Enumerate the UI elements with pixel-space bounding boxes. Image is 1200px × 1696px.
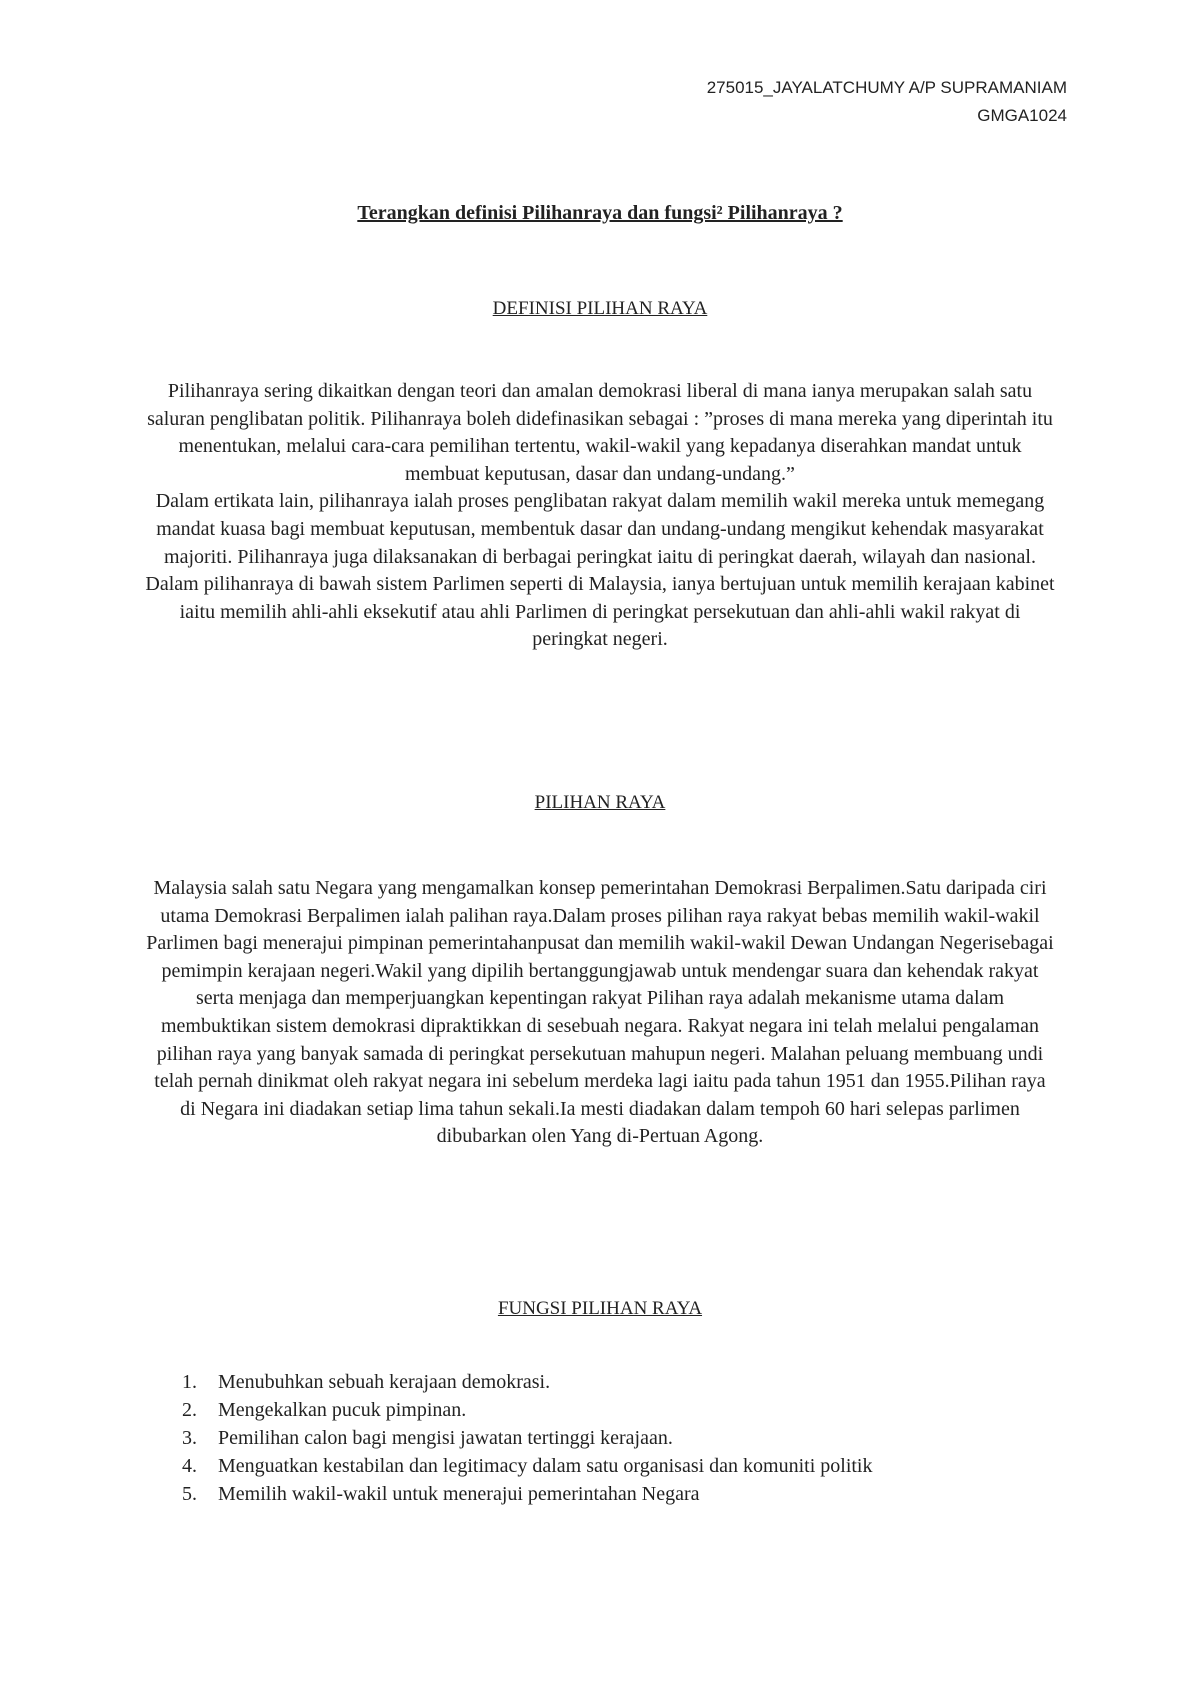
list-item-number: 1.	[182, 1371, 197, 1393]
list-item	[182, 1368, 873, 1396]
list-item-text: Menguatkan kestabilan dan legitimacy dalam satu organisasi dan komuniti politik	[218, 1455, 873, 1477]
list-item-text: Menubuhkan sebuah kerajaan demokrasi.	[218, 1371, 551, 1393]
document-header	[707, 74, 1067, 130]
list-item-number: 3.	[182, 1427, 197, 1449]
list-item-text: Pemilihan calon bagi mengisi jawatan tertinggi kerajaan.	[218, 1427, 673, 1449]
list-item-number: 5.	[182, 1483, 197, 1505]
course-code: GMGA1024	[977, 106, 1067, 125]
pilihan-raya-paragraph: Malaysia salah satu Negara yang mengamalkan konsep pemerintahan Demokrasi Berpalimen.Satu daripada ciri utama Demokrasi Berpalimen ialah palihan raya.Dalam proses pilihan raya rakyat bebas memilih wakil-wakil Parlimen bagi menerajui pimpinan pemerintahanpusat dan memilih wakil-wakil Dewan Undangan Negerisebagai pemimpin kerajaan negeri.Wakil yang dipilih bertanggungjawab untuk mendengar suara dan kehendak rakyat serta menjaga dan memperjuangkan kepentingan rakyat Pilihan raya adalah mekanisme utama dalam membuktikan sistem demokrasi dipraktikkan di sesebuah negara. Rakyat negara ini telah melalui pengalaman pilihan raya yang banyak samada di peringkat persekutuan mahupun negeri. Malahan peluang membuang undi telah pernah dinikmat oleh rakyat negara ini sebelum merdeka lagi iaitu pada tahun 1951 dan 1955.Pilihan raya di Negara ini diadakan setiap lima tahun sekali.Ia mesti diadakan dalam tempoh 60 hari selepas parlimen dibubarkan olen Yang di-Pertuan Agong.	[146, 877, 1054, 1148]
definition-text	[145, 378, 1055, 654]
list-item	[182, 1452, 873, 1480]
definition-paragraph: Dalam pilihanraya di bawah sistem Parlimen seperti di Malaysia, ianya bertujuan untuk memilih kerajaan kabinet iaitu memilih ahli-ahli eksekutif atau ahli Parlimen di peringkat persekutuan dan ahli-ahli wakil rakyat di peringkat negeri.	[145, 573, 1055, 651]
section-heading-fungsi: FUNGSI PILIHAN RAYA	[497, 1298, 703, 1319]
section-heading-pilihan-raya: PILIHAN RAYA	[534, 792, 666, 813]
list-item-number: 4.	[182, 1455, 197, 1477]
section-heading-definisi: DEFINISI PILIHAN RAYA	[492, 298, 708, 319]
document-title: Terangkan definisi Pilihanraya dan fungsi² Pilihanraya ?	[357, 202, 843, 224]
fungsi-list	[182, 1368, 873, 1508]
list-item	[182, 1424, 873, 1452]
pilihan-raya-text	[145, 875, 1055, 1151]
list-item-text: Mengekalkan pucuk pimpinan.	[218, 1399, 467, 1421]
list-item	[182, 1480, 873, 1508]
list-item-text: Memilih wakil-wakil untuk menerajui pemerintahan Negara	[218, 1483, 700, 1505]
list-item	[182, 1396, 873, 1424]
list-item-number: 2.	[182, 1399, 197, 1421]
definition-paragraph: Dalam ertikata lain, pilihanraya ialah proses penglibatan rakyat dalam memilih wakil mereka untuk memegang mandat kuasa bagi membuat keputusan, membentuk dasar dan undang-undang mengikut kehendak masyarakat majoriti. Pilihanraya juga dilaksanakan di berbagai peringkat iaitu di peringkat daerah, wilayah dan nasional.	[155, 490, 1045, 568]
definition-paragraph: Pilihanraya sering dikaitkan dengan teori dan amalan demokrasi liberal di mana ianya merupakan salah satu saluran penglibatan politik. Pilihanraya boleh didefinasikan sebagai : ”proses di mana mereka yang diperintah itu menentukan, melalui cara-cara pemilihan tertentu, wakil-wakil yang kepadanya diserahkan mandat untuk membuat keputusan, dasar dan undang-undang.”	[147, 380, 1053, 485]
author-name: 275015_JAYALATCHUMY A/P SUPRAMANIAM	[706, 78, 1067, 97]
